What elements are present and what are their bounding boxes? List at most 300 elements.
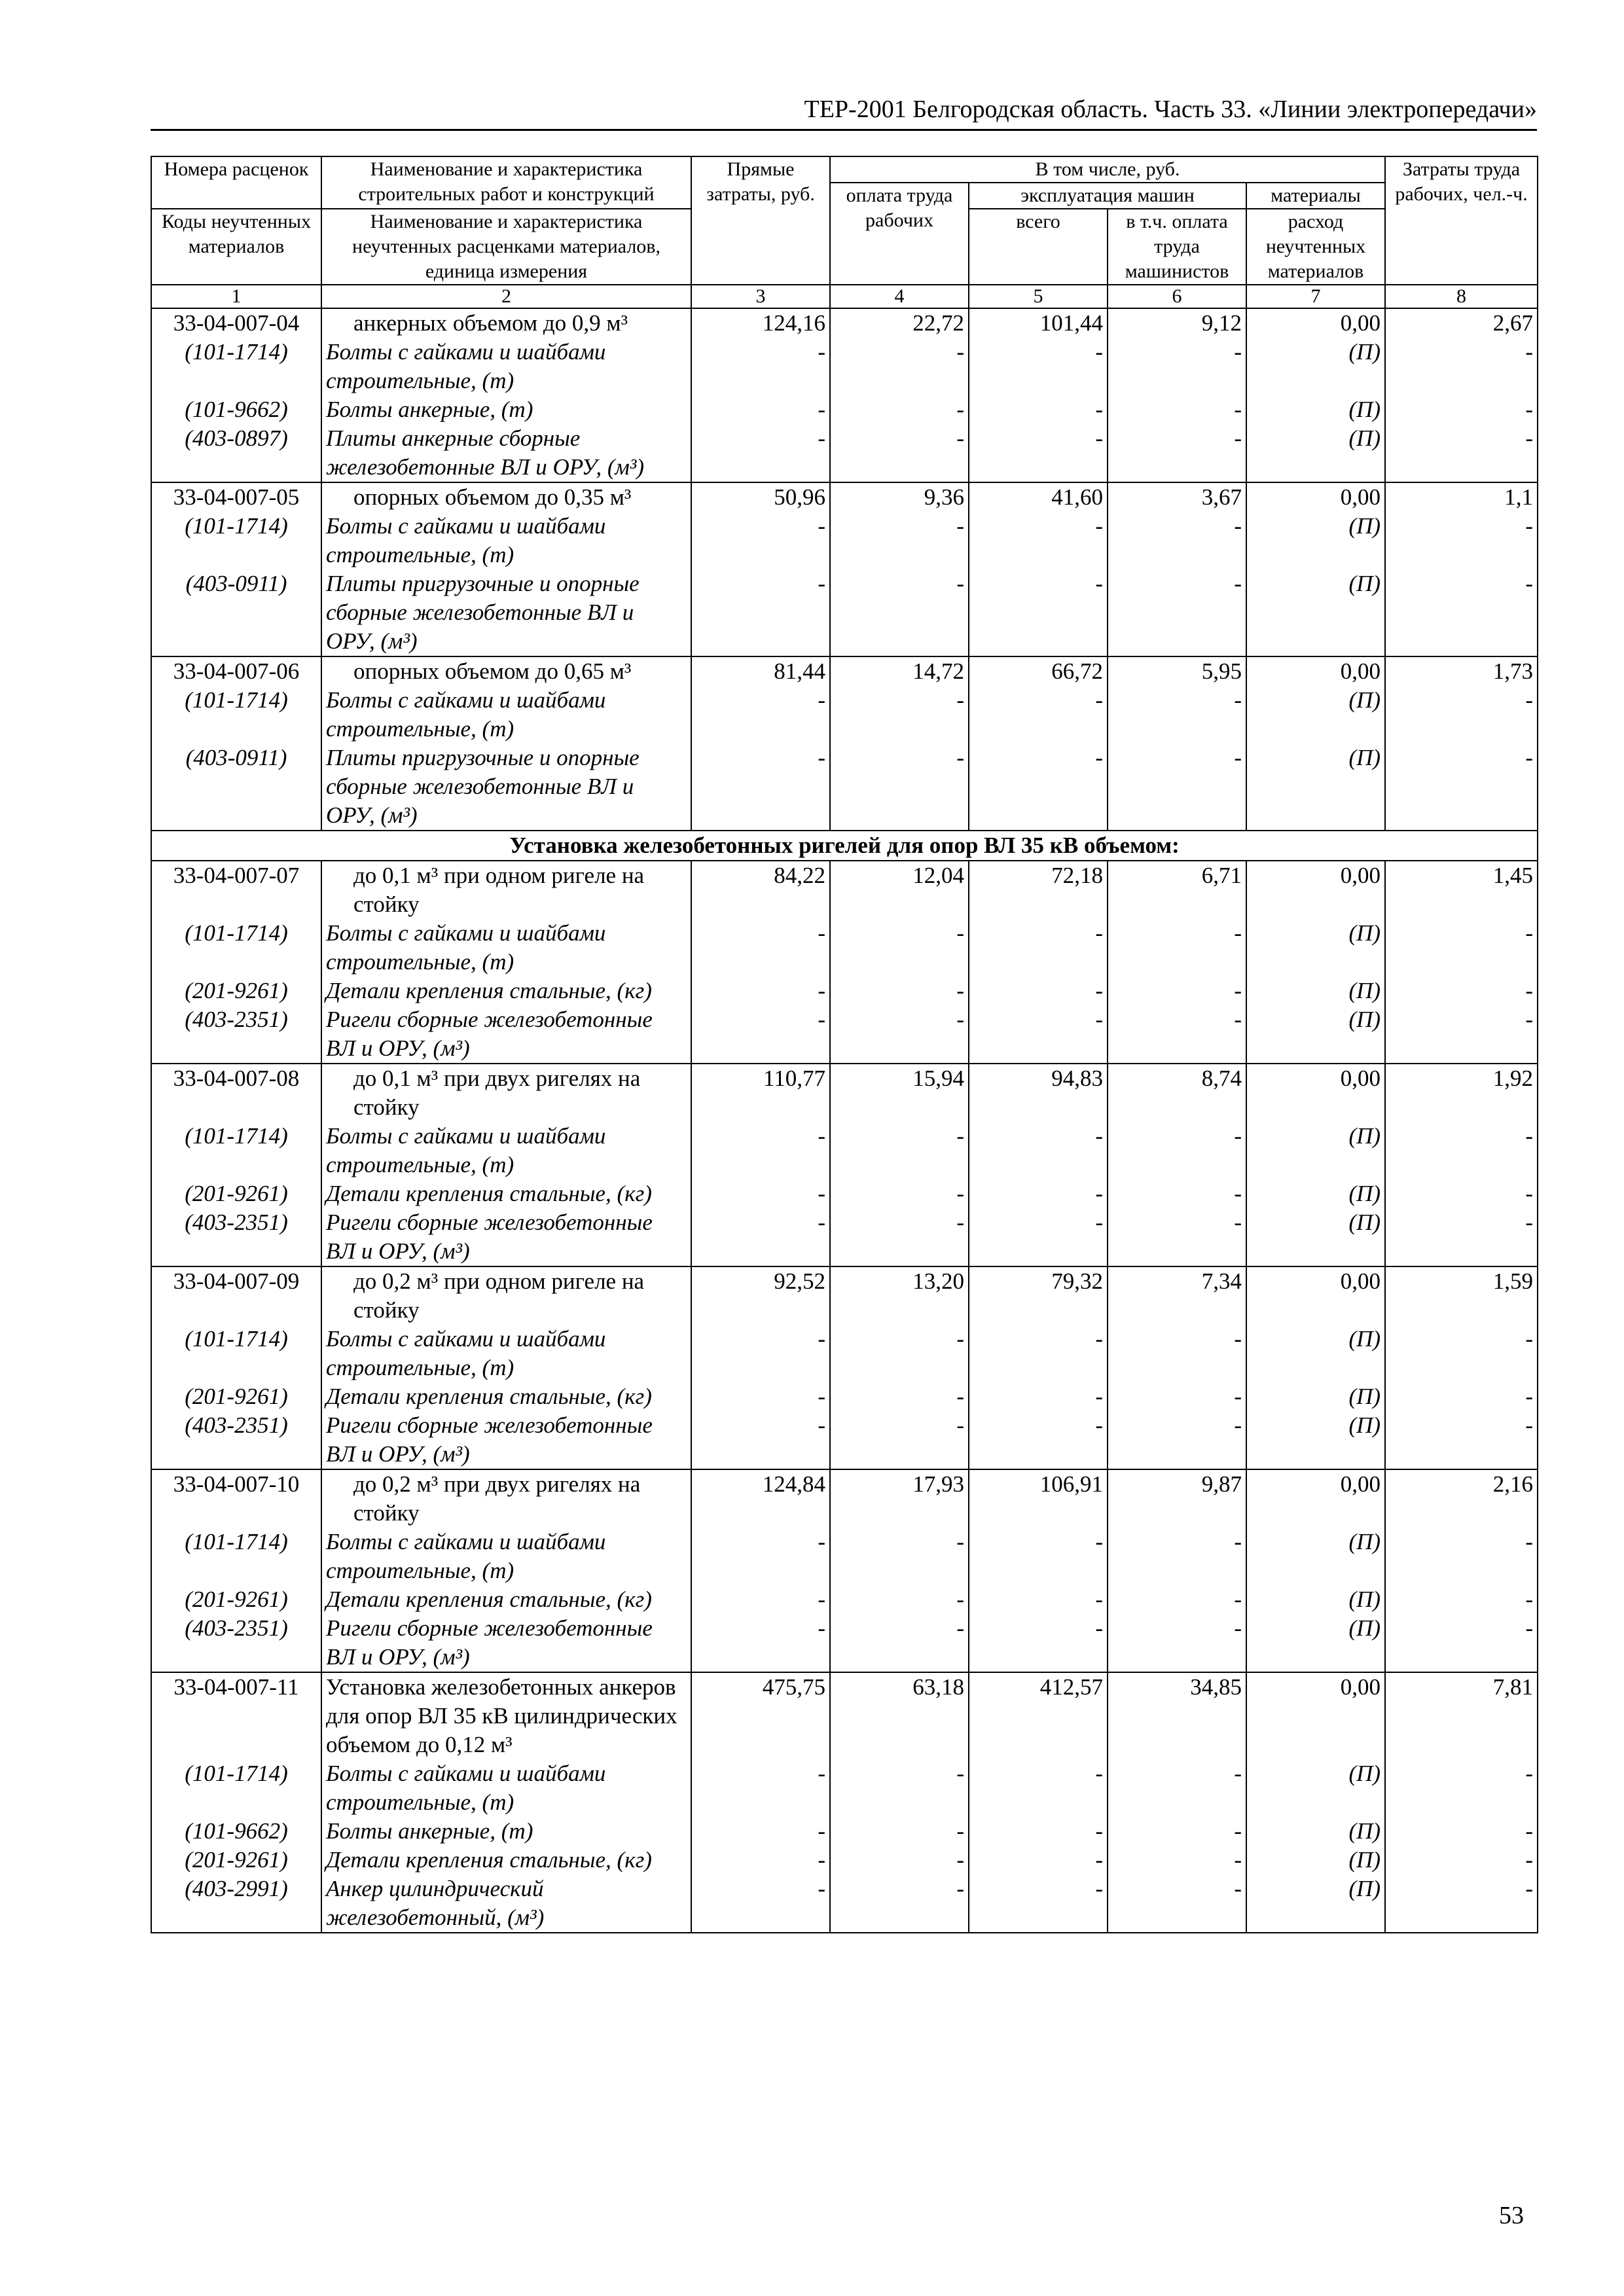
col-machines-total-header: всего bbox=[969, 209, 1108, 285]
material-row bbox=[151, 1585, 1538, 1614]
machines-total: - bbox=[969, 1585, 1108, 1614]
wages: - bbox=[830, 512, 969, 569]
machinists-wages: - bbox=[1108, 1122, 1246, 1179]
machines-total: - bbox=[969, 744, 1108, 831]
labor-costs: - bbox=[1385, 1846, 1538, 1874]
material-row bbox=[151, 338, 1538, 395]
material-code: (201-9261) bbox=[151, 1382, 321, 1411]
direct-costs: - bbox=[691, 1614, 830, 1672]
material-row bbox=[151, 1874, 1538, 1933]
machines-total: - bbox=[969, 1208, 1108, 1266]
work-name: анкерных объемом до 0,9 м³ bbox=[321, 308, 691, 338]
material-name: Плиты пригрузочные и опорные сборные железобетонные ВЛ и ОРУ, (м³) bbox=[321, 569, 691, 656]
material-name: Болты анкерные, (т) bbox=[321, 1817, 691, 1846]
machines-total: - bbox=[969, 977, 1108, 1005]
direct-costs: - bbox=[691, 1382, 830, 1411]
machines-total: - bbox=[969, 919, 1108, 977]
machines-total: - bbox=[969, 1179, 1108, 1208]
col-labor-header: Затраты труда рабочих, чел.-ч. bbox=[1385, 156, 1538, 285]
materials-expense: 0,00 bbox=[1246, 1469, 1385, 1528]
machinists-wages: - bbox=[1108, 1005, 1246, 1064]
materials-expense: 0,00 bbox=[1246, 861, 1385, 919]
material-code: (101-9662) bbox=[151, 1817, 321, 1846]
machinists-wages: - bbox=[1108, 686, 1246, 744]
rate-row bbox=[151, 1266, 1538, 1325]
machinists-wages: 5,95 bbox=[1108, 656, 1246, 686]
labor-costs: - bbox=[1385, 1874, 1538, 1933]
machinists-wages: - bbox=[1108, 424, 1246, 482]
material-row bbox=[151, 1614, 1538, 1672]
materials-expense: (П) bbox=[1246, 569, 1385, 656]
wages: 22,72 bbox=[830, 308, 969, 338]
machines-total: 94,83 bbox=[969, 1064, 1108, 1122]
direct-costs: 81,44 bbox=[691, 656, 830, 686]
running-header: ТЕР-2001 Белгородская область. Часть 33. «Линии электропередачи» bbox=[151, 93, 1537, 131]
labor-costs: - bbox=[1385, 1325, 1538, 1382]
materials-expense: (П) bbox=[1246, 424, 1385, 482]
materials-expense: (П) bbox=[1246, 919, 1385, 977]
machinists-wages: - bbox=[1108, 744, 1246, 831]
direct-costs: - bbox=[691, 1325, 830, 1382]
wages: - bbox=[830, 569, 969, 656]
machinists-wages: 9,87 bbox=[1108, 1469, 1246, 1528]
material-row bbox=[151, 1759, 1538, 1817]
labor-costs: 7,81 bbox=[1385, 1672, 1538, 1759]
machines-total: 72,18 bbox=[969, 861, 1108, 919]
material-name: Болты с гайками и шайбами строительные, (т) bbox=[321, 1528, 691, 1585]
section-heading-row bbox=[151, 831, 1538, 861]
machinists-wages: - bbox=[1108, 1411, 1246, 1469]
labor-costs: - bbox=[1385, 1585, 1538, 1614]
labor-costs: - bbox=[1385, 338, 1538, 395]
material-row bbox=[151, 977, 1538, 1005]
material-code: (101-1714) bbox=[151, 1759, 321, 1817]
machinists-wages: - bbox=[1108, 919, 1246, 977]
materials-expense: (П) bbox=[1246, 1614, 1385, 1672]
labor-costs: - bbox=[1385, 1528, 1538, 1585]
machines-total: - bbox=[969, 395, 1108, 424]
direct-costs: - bbox=[691, 1005, 830, 1064]
wages: - bbox=[830, 1411, 969, 1469]
wages: - bbox=[830, 744, 969, 831]
machines-header: эксплуатация машин bbox=[969, 183, 1246, 209]
machinists-wages: - bbox=[1108, 1874, 1246, 1933]
machines-total: - bbox=[969, 1759, 1108, 1817]
wages: - bbox=[830, 1179, 969, 1208]
table-body bbox=[151, 308, 1538, 1933]
wages: 17,93 bbox=[830, 1469, 969, 1528]
column-numbers-row bbox=[151, 285, 1538, 308]
direct-costs: - bbox=[691, 512, 830, 569]
material-name: Анкер цилиндрический железобетонный, (м³) bbox=[321, 1874, 691, 1933]
work-name: опорных объемом до 0,65 м³ bbox=[321, 656, 691, 686]
labor-costs: - bbox=[1385, 512, 1538, 569]
material-code: (101-1714) bbox=[151, 1325, 321, 1382]
labor-costs: - bbox=[1385, 424, 1538, 482]
materials-expense: (П) bbox=[1246, 1874, 1385, 1933]
col-materials-expense-header: расход неучтенных материалов bbox=[1246, 209, 1385, 285]
material-name: Болты с гайками и шайбами строительные, (т) bbox=[321, 1325, 691, 1382]
machines-total: - bbox=[969, 1614, 1108, 1672]
material-name: Болты с гайками и шайбами строительные, (т) bbox=[321, 686, 691, 744]
material-name: Болты с гайками и шайбами строительные, (т) bbox=[321, 1759, 691, 1817]
material-code: (101-9662) bbox=[151, 395, 321, 424]
materials-expense: (П) bbox=[1246, 686, 1385, 744]
materials-expense: (П) bbox=[1246, 1382, 1385, 1411]
rate-row bbox=[151, 1469, 1538, 1528]
material-code: (403-2351) bbox=[151, 1005, 321, 1064]
rate-code: 33-04-007-10 bbox=[151, 1469, 321, 1528]
materials-expense: (П) bbox=[1246, 1528, 1385, 1585]
material-code: (403-0897) bbox=[151, 424, 321, 482]
machines-total: 412,57 bbox=[969, 1672, 1108, 1759]
machines-total: - bbox=[969, 424, 1108, 482]
wages: - bbox=[830, 1759, 969, 1817]
material-name: Детали крепления стальные, (кг) bbox=[321, 1179, 691, 1208]
material-row bbox=[151, 1411, 1538, 1469]
rate-row bbox=[151, 482, 1538, 512]
direct-costs: - bbox=[691, 1122, 830, 1179]
labor-costs: - bbox=[1385, 1411, 1538, 1469]
labor-costs: - bbox=[1385, 1382, 1538, 1411]
rate-row bbox=[151, 656, 1538, 686]
direct-costs: - bbox=[691, 1846, 830, 1874]
material-code: (101-1714) bbox=[151, 1122, 321, 1179]
wages: - bbox=[830, 1585, 969, 1614]
materials-expense: (П) bbox=[1246, 1585, 1385, 1614]
including-header: В том числе, руб. bbox=[830, 156, 1385, 183]
material-row bbox=[151, 512, 1538, 569]
wages: 15,94 bbox=[830, 1064, 969, 1122]
wages: - bbox=[830, 395, 969, 424]
materials-expense: 0,00 bbox=[1246, 1266, 1385, 1325]
material-name: Болты анкерные, (т) bbox=[321, 395, 691, 424]
material-code: (101-1714) bbox=[151, 338, 321, 395]
machinists-wages: - bbox=[1108, 1325, 1246, 1382]
material-row bbox=[151, 1005, 1538, 1064]
machines-total: 41,60 bbox=[969, 482, 1108, 512]
direct-costs: - bbox=[691, 1817, 830, 1846]
material-code: (101-1714) bbox=[151, 512, 321, 569]
machinists-wages: - bbox=[1108, 1759, 1246, 1817]
labor-costs: - bbox=[1385, 977, 1538, 1005]
wages: 13,20 bbox=[830, 1266, 969, 1325]
material-code: (101-1714) bbox=[151, 919, 321, 977]
column-number: 2 bbox=[321, 285, 691, 308]
materials-expense: (П) bbox=[1246, 1005, 1385, 1064]
column-number: 4 bbox=[830, 285, 969, 308]
wages: - bbox=[830, 424, 969, 482]
material-name: Болты с гайками и шайбами строительные, (т) bbox=[321, 919, 691, 977]
rate-code: 33-04-007-05 bbox=[151, 482, 321, 512]
wages: - bbox=[830, 1208, 969, 1266]
material-name: Детали крепления стальные, (кг) bbox=[321, 977, 691, 1005]
labor-costs: 2,67 bbox=[1385, 308, 1538, 338]
rate-code: 33-04-007-11 bbox=[151, 1672, 321, 1759]
column-number: 8 bbox=[1385, 285, 1538, 308]
machinists-wages: - bbox=[1108, 1585, 1246, 1614]
materials-expense: 0,00 bbox=[1246, 482, 1385, 512]
material-code: (201-9261) bbox=[151, 1846, 321, 1874]
labor-costs: - bbox=[1385, 1817, 1538, 1846]
material-row bbox=[151, 1325, 1538, 1382]
material-code: (101-1714) bbox=[151, 1528, 321, 1585]
direct-costs: - bbox=[691, 424, 830, 482]
wages: - bbox=[830, 1325, 969, 1382]
labor-costs: - bbox=[1385, 1179, 1538, 1208]
materials-expense: 0,00 bbox=[1246, 1064, 1385, 1122]
direct-costs: 124,84 bbox=[691, 1469, 830, 1528]
machines-total: - bbox=[969, 1325, 1108, 1382]
direct-costs: - bbox=[691, 977, 830, 1005]
machines-total: - bbox=[969, 1817, 1108, 1846]
material-code: (101-1714) bbox=[151, 686, 321, 744]
machines-total: - bbox=[969, 1846, 1108, 1874]
materials-expense: 0,00 bbox=[1246, 1672, 1385, 1759]
machinists-wages: - bbox=[1108, 395, 1246, 424]
machinists-wages: - bbox=[1108, 1179, 1246, 1208]
wages: - bbox=[830, 977, 969, 1005]
direct-costs: 50,96 bbox=[691, 482, 830, 512]
machinists-wages: - bbox=[1108, 1817, 1246, 1846]
direct-costs: - bbox=[691, 1179, 830, 1208]
material-code: (403-0911) bbox=[151, 569, 321, 656]
direct-costs: - bbox=[691, 1585, 830, 1614]
column-number: 7 bbox=[1246, 285, 1385, 308]
material-name: Плиты анкерные сборные железобетонные ВЛ и ОРУ, (м³) bbox=[321, 424, 691, 482]
material-name: Ригели сборные железобетонные ВЛ и ОРУ, (м³) bbox=[321, 1411, 691, 1469]
column-number: 3 bbox=[691, 285, 830, 308]
work-name: до 0,2 м³ при двух ригелях на стойку bbox=[321, 1469, 691, 1528]
wages: - bbox=[830, 1817, 969, 1846]
direct-costs: - bbox=[691, 395, 830, 424]
col-rate-numbers-header: Номера расценок bbox=[151, 156, 321, 209]
wages: - bbox=[830, 1005, 969, 1064]
material-row bbox=[151, 569, 1538, 656]
wages: - bbox=[830, 686, 969, 744]
wages: 12,04 bbox=[830, 861, 969, 919]
labor-costs: - bbox=[1385, 1614, 1538, 1672]
machines-total: - bbox=[969, 512, 1108, 569]
materials-expense: (П) bbox=[1246, 1759, 1385, 1817]
materials-expense: 0,00 bbox=[1246, 308, 1385, 338]
machines-total: - bbox=[969, 1005, 1108, 1064]
rate-code: 33-04-007-07 bbox=[151, 861, 321, 919]
material-row bbox=[151, 686, 1538, 744]
labor-costs: - bbox=[1385, 569, 1538, 656]
table-header bbox=[151, 156, 1538, 308]
materials-expense: (П) bbox=[1246, 1411, 1385, 1469]
labor-costs: 1,45 bbox=[1385, 861, 1538, 919]
materials-expense: (П) bbox=[1246, 512, 1385, 569]
rate-row bbox=[151, 1672, 1538, 1759]
labor-costs: 1,92 bbox=[1385, 1064, 1538, 1122]
rate-row bbox=[151, 1064, 1538, 1122]
section-heading: Установка железобетонных ригелей для опор ВЛ 35 кВ объемом: bbox=[151, 831, 1538, 861]
material-name: Болты с гайками и шайбами строительные, (т) bbox=[321, 338, 691, 395]
material-code: (201-9261) bbox=[151, 1585, 321, 1614]
machines-total: - bbox=[969, 338, 1108, 395]
direct-costs: - bbox=[691, 919, 830, 977]
machines-total: - bbox=[969, 1382, 1108, 1411]
machinists-wages: - bbox=[1108, 512, 1246, 569]
materials-expense: (П) bbox=[1246, 1325, 1385, 1382]
material-row bbox=[151, 395, 1538, 424]
work-name: до 0,2 м³ при одном ригеле на стойку bbox=[321, 1266, 691, 1325]
col-wages-header: оплата труда рабочих bbox=[830, 183, 969, 285]
machines-total: - bbox=[969, 686, 1108, 744]
machines-total: 101,44 bbox=[969, 308, 1108, 338]
col-direct-costs-header: Прямые затраты, руб. bbox=[691, 156, 830, 285]
materials-expense: (П) bbox=[1246, 1817, 1385, 1846]
machinists-wages: 3,67 bbox=[1108, 482, 1246, 512]
materials-expense: (П) bbox=[1246, 977, 1385, 1005]
material-code: (201-9261) bbox=[151, 977, 321, 1005]
direct-costs: 110,77 bbox=[691, 1064, 830, 1122]
direct-costs: - bbox=[691, 569, 830, 656]
column-number: 6 bbox=[1108, 285, 1246, 308]
machines-total: - bbox=[969, 1528, 1108, 1585]
material-row bbox=[151, 1122, 1538, 1179]
wages: - bbox=[830, 919, 969, 977]
wages: - bbox=[830, 1528, 969, 1585]
material-row bbox=[151, 1382, 1538, 1411]
labor-costs: - bbox=[1385, 686, 1538, 744]
material-name: Детали крепления стальные, (кг) bbox=[321, 1846, 691, 1874]
machinists-wages: - bbox=[1108, 1614, 1246, 1672]
machines-total: - bbox=[969, 1122, 1108, 1179]
material-name: Ригели сборные железобетонные ВЛ и ОРУ, (м³) bbox=[321, 1208, 691, 1266]
material-code: (403-2991) bbox=[151, 1874, 321, 1933]
material-row bbox=[151, 424, 1538, 482]
materials-expense: (П) bbox=[1246, 1122, 1385, 1179]
labor-costs: - bbox=[1385, 1208, 1538, 1266]
machinists-wages: - bbox=[1108, 338, 1246, 395]
machinists-wages: 8,74 bbox=[1108, 1064, 1246, 1122]
direct-costs: - bbox=[691, 1874, 830, 1933]
rate-row bbox=[151, 861, 1538, 919]
work-name: до 0,1 м³ при двух ригелях на стойку bbox=[321, 1064, 691, 1122]
labor-costs: - bbox=[1385, 1005, 1538, 1064]
machines-total: 66,72 bbox=[969, 656, 1108, 686]
labor-costs: - bbox=[1385, 1759, 1538, 1817]
machines-total: - bbox=[969, 1411, 1108, 1469]
col-material-codes-header: Коды неучтенных материалов bbox=[151, 209, 321, 285]
materials-expense: (П) bbox=[1246, 1846, 1385, 1874]
labor-costs: - bbox=[1385, 395, 1538, 424]
wages: 63,18 bbox=[830, 1672, 969, 1759]
col-machinists-wages-header: в т.ч. оплата труда машинистов bbox=[1108, 209, 1246, 285]
material-name: Болты с гайками и шайбами строительные, (т) bbox=[321, 1122, 691, 1179]
machines-total: 106,91 bbox=[969, 1469, 1108, 1528]
machinists-wages: - bbox=[1108, 569, 1246, 656]
machinists-wages: - bbox=[1108, 1208, 1246, 1266]
materials-expense: (П) bbox=[1246, 744, 1385, 831]
direct-costs: - bbox=[691, 1759, 830, 1817]
rate-code: 33-04-007-04 bbox=[151, 308, 321, 338]
wages: - bbox=[830, 1122, 969, 1179]
wages: - bbox=[830, 338, 969, 395]
direct-costs: 124,16 bbox=[691, 308, 830, 338]
wages: - bbox=[830, 1846, 969, 1874]
material-row bbox=[151, 1179, 1538, 1208]
material-code: (403-2351) bbox=[151, 1208, 321, 1266]
machines-total: - bbox=[969, 1874, 1108, 1933]
wages: - bbox=[830, 1614, 969, 1672]
machinists-wages: 7,34 bbox=[1108, 1266, 1246, 1325]
price-table bbox=[151, 156, 1538, 1933]
material-row bbox=[151, 1817, 1538, 1846]
material-row bbox=[151, 919, 1538, 977]
machinists-wages: - bbox=[1108, 1528, 1246, 1585]
direct-costs: 84,22 bbox=[691, 861, 830, 919]
machines-total: 79,32 bbox=[969, 1266, 1108, 1325]
direct-costs: - bbox=[691, 744, 830, 831]
materials-expense: 0,00 bbox=[1246, 656, 1385, 686]
wages: 9,36 bbox=[830, 482, 969, 512]
machines-total: - bbox=[969, 569, 1108, 656]
material-row bbox=[151, 1208, 1538, 1266]
col-work-name-header: Наименование и характеристика строительных работ и конструкций bbox=[321, 156, 691, 209]
materials-expense: (П) bbox=[1246, 338, 1385, 395]
material-code: (403-2351) bbox=[151, 1614, 321, 1672]
machinists-wages: - bbox=[1108, 977, 1246, 1005]
wages: - bbox=[830, 1874, 969, 1933]
page-number: 53 bbox=[1499, 2202, 1524, 2229]
machinists-wages: 9,12 bbox=[1108, 308, 1246, 338]
material-code: (403-0911) bbox=[151, 744, 321, 831]
material-name: Ригели сборные железобетонные ВЛ и ОРУ, (м³) bbox=[321, 1005, 691, 1064]
material-code: (201-9261) bbox=[151, 1179, 321, 1208]
labor-costs: - bbox=[1385, 744, 1538, 831]
rate-row bbox=[151, 308, 1538, 338]
direct-costs: 92,52 bbox=[691, 1266, 830, 1325]
material-name: Детали крепления стальные, (кг) bbox=[321, 1382, 691, 1411]
rate-code: 33-04-007-06 bbox=[151, 656, 321, 686]
labor-costs: 1,1 bbox=[1385, 482, 1538, 512]
labor-costs: - bbox=[1385, 919, 1538, 977]
direct-costs: - bbox=[691, 338, 830, 395]
direct-costs: 475,75 bbox=[691, 1672, 830, 1759]
labor-costs: 2,16 bbox=[1385, 1469, 1538, 1528]
labor-costs: 1,73 bbox=[1385, 656, 1538, 686]
material-name: Болты с гайками и шайбами строительные, (т) bbox=[321, 512, 691, 569]
direct-costs: - bbox=[691, 686, 830, 744]
material-row bbox=[151, 1846, 1538, 1874]
direct-costs: - bbox=[691, 1411, 830, 1469]
work-name: Установка железобетонных анкеров для опор ВЛ 35 кВ цилиндрических объемом до 0,12 м³ bbox=[321, 1672, 691, 1759]
material-name: Детали крепления стальные, (кг) bbox=[321, 1585, 691, 1614]
direct-costs: - bbox=[691, 1208, 830, 1266]
labor-costs: 1,59 bbox=[1385, 1266, 1538, 1325]
materials-expense: (П) bbox=[1246, 395, 1385, 424]
material-name: Плиты пригрузочные и опорные сборные железобетонные ВЛ и ОРУ, (м³) bbox=[321, 744, 691, 831]
materials-header: материалы bbox=[1246, 183, 1385, 209]
material-code: (403-2351) bbox=[151, 1411, 321, 1469]
machinists-wages: 6,71 bbox=[1108, 861, 1246, 919]
machinists-wages: 34,85 bbox=[1108, 1672, 1246, 1759]
labor-costs: - bbox=[1385, 1122, 1538, 1179]
materials-expense: (П) bbox=[1246, 1208, 1385, 1266]
work-name: опорных объемом до 0,35 м³ bbox=[321, 482, 691, 512]
column-number: 5 bbox=[969, 285, 1108, 308]
column-number: 1 bbox=[151, 285, 321, 308]
rate-code: 33-04-007-08 bbox=[151, 1064, 321, 1122]
machinists-wages: - bbox=[1108, 1382, 1246, 1411]
col-material-names-header: Наименование и характеристика неучтенных расценками материалов, единица измерения bbox=[321, 209, 691, 285]
materials-expense: (П) bbox=[1246, 1179, 1385, 1208]
rate-code: 33-04-007-09 bbox=[151, 1266, 321, 1325]
